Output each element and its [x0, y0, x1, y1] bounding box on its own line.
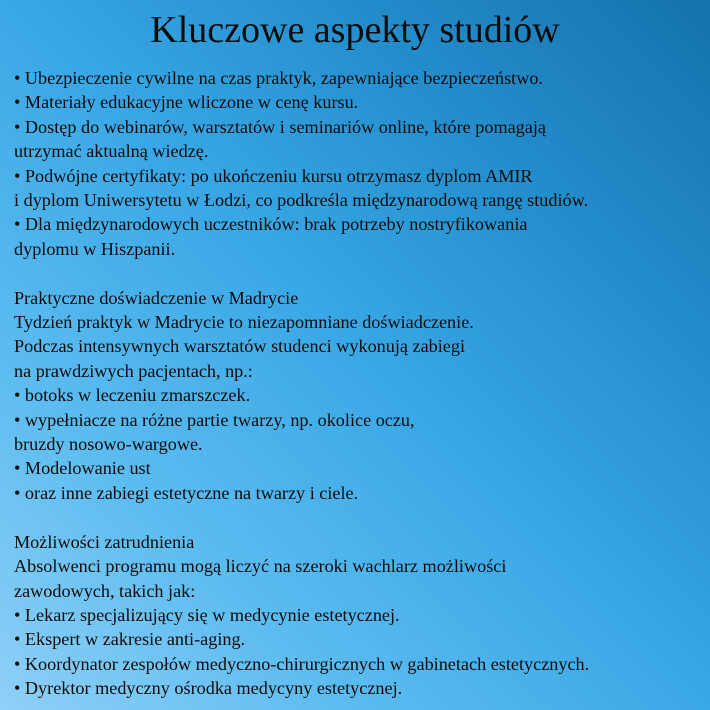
- list-item-webinars: • Dostęp do webinarów, warsztatów i seminariów online, które pomagają: [14, 116, 546, 137]
- section-practice: [14, 286, 704, 506]
- list-item-fillers-cont: bruzdy nosowo-wargowe.: [14, 434, 203, 455]
- list-item-certificates-cont: i dyplom Uniwersytetu w Łodzi, co podkreśla międzynarodową rangę studiów.: [14, 190, 589, 211]
- list-item-certificates: • Podwójne certyfikaty: po ukończeniu kursu otrzymasz dyplom AMIR: [14, 165, 533, 186]
- list-item-other-treatments: • oraz inne zabiegi estetyczne na twarzy i ciele.: [14, 482, 359, 503]
- list-item-doctor: • Lekarz specjalizujący się w medycynie estetycznej.: [14, 604, 400, 625]
- spacer: [14, 261, 704, 285]
- paragraph-line: Podczas intensywnych warsztatów studenci wykonują zabiegi: [14, 336, 466, 357]
- paragraph-line: na prawdziwych pacjentach, np.:: [14, 360, 253, 381]
- paragraph-line: Tydzień praktyk w Madrycie to niezapomniane doświadczenie.: [14, 312, 474, 333]
- list-item-lip-modeling: • Modelowanie ust: [14, 458, 151, 479]
- paragraph-line: Absolwenci programu mogą liczyć na szeroki wachlarz możliwości: [14, 556, 507, 577]
- list-item-international-cont: dyplomu w Hiszpanii.: [14, 238, 176, 259]
- section-heading-careers: Możliwości zatrudnienia: [14, 531, 195, 552]
- section-intro: [14, 66, 704, 261]
- list-item-botox: • botoks w leczeniu zmarszczek.: [14, 385, 251, 406]
- list-item-director: • Dyrektor medyczny ośrodka medycyny estetycznej.: [14, 678, 403, 699]
- spacer: [14, 505, 704, 529]
- page-title: Kluczowe aspekty studiów: [150, 9, 560, 51]
- list-item-anti-aging: • Ekspert w zakresie anti-aging.: [14, 629, 246, 650]
- list-item-fillers: • wypełniacze na różne partie twarzy, np. okolice oczu,: [14, 409, 415, 430]
- list-item-materials: • Materiały edukacyjne wliczone w cenę kursu.: [14, 92, 359, 113]
- list-item-webinars-cont: utrzymać aktualną wiedzę.: [14, 141, 209, 162]
- list-item-coordinator: • Koordynator zespołów medyczno-chirurgicznych w gabinetach estetycznych.: [14, 653, 590, 674]
- list-item-insurance: • Ubezpieczenie cywilne na czas praktyk, zapewniające bezpieczeństwo.: [14, 68, 543, 88]
- content-body: [14, 66, 704, 701]
- section-careers: [14, 530, 704, 701]
- list-item-international: • Dla międzynarodowych uczestników: brak potrzeby nostryfikowania: [14, 214, 528, 235]
- section-heading-practice: Praktyczne doświadczenie w Madrycie: [14, 287, 299, 308]
- paragraph-line: zawodowych, takich jak:: [14, 580, 196, 601]
